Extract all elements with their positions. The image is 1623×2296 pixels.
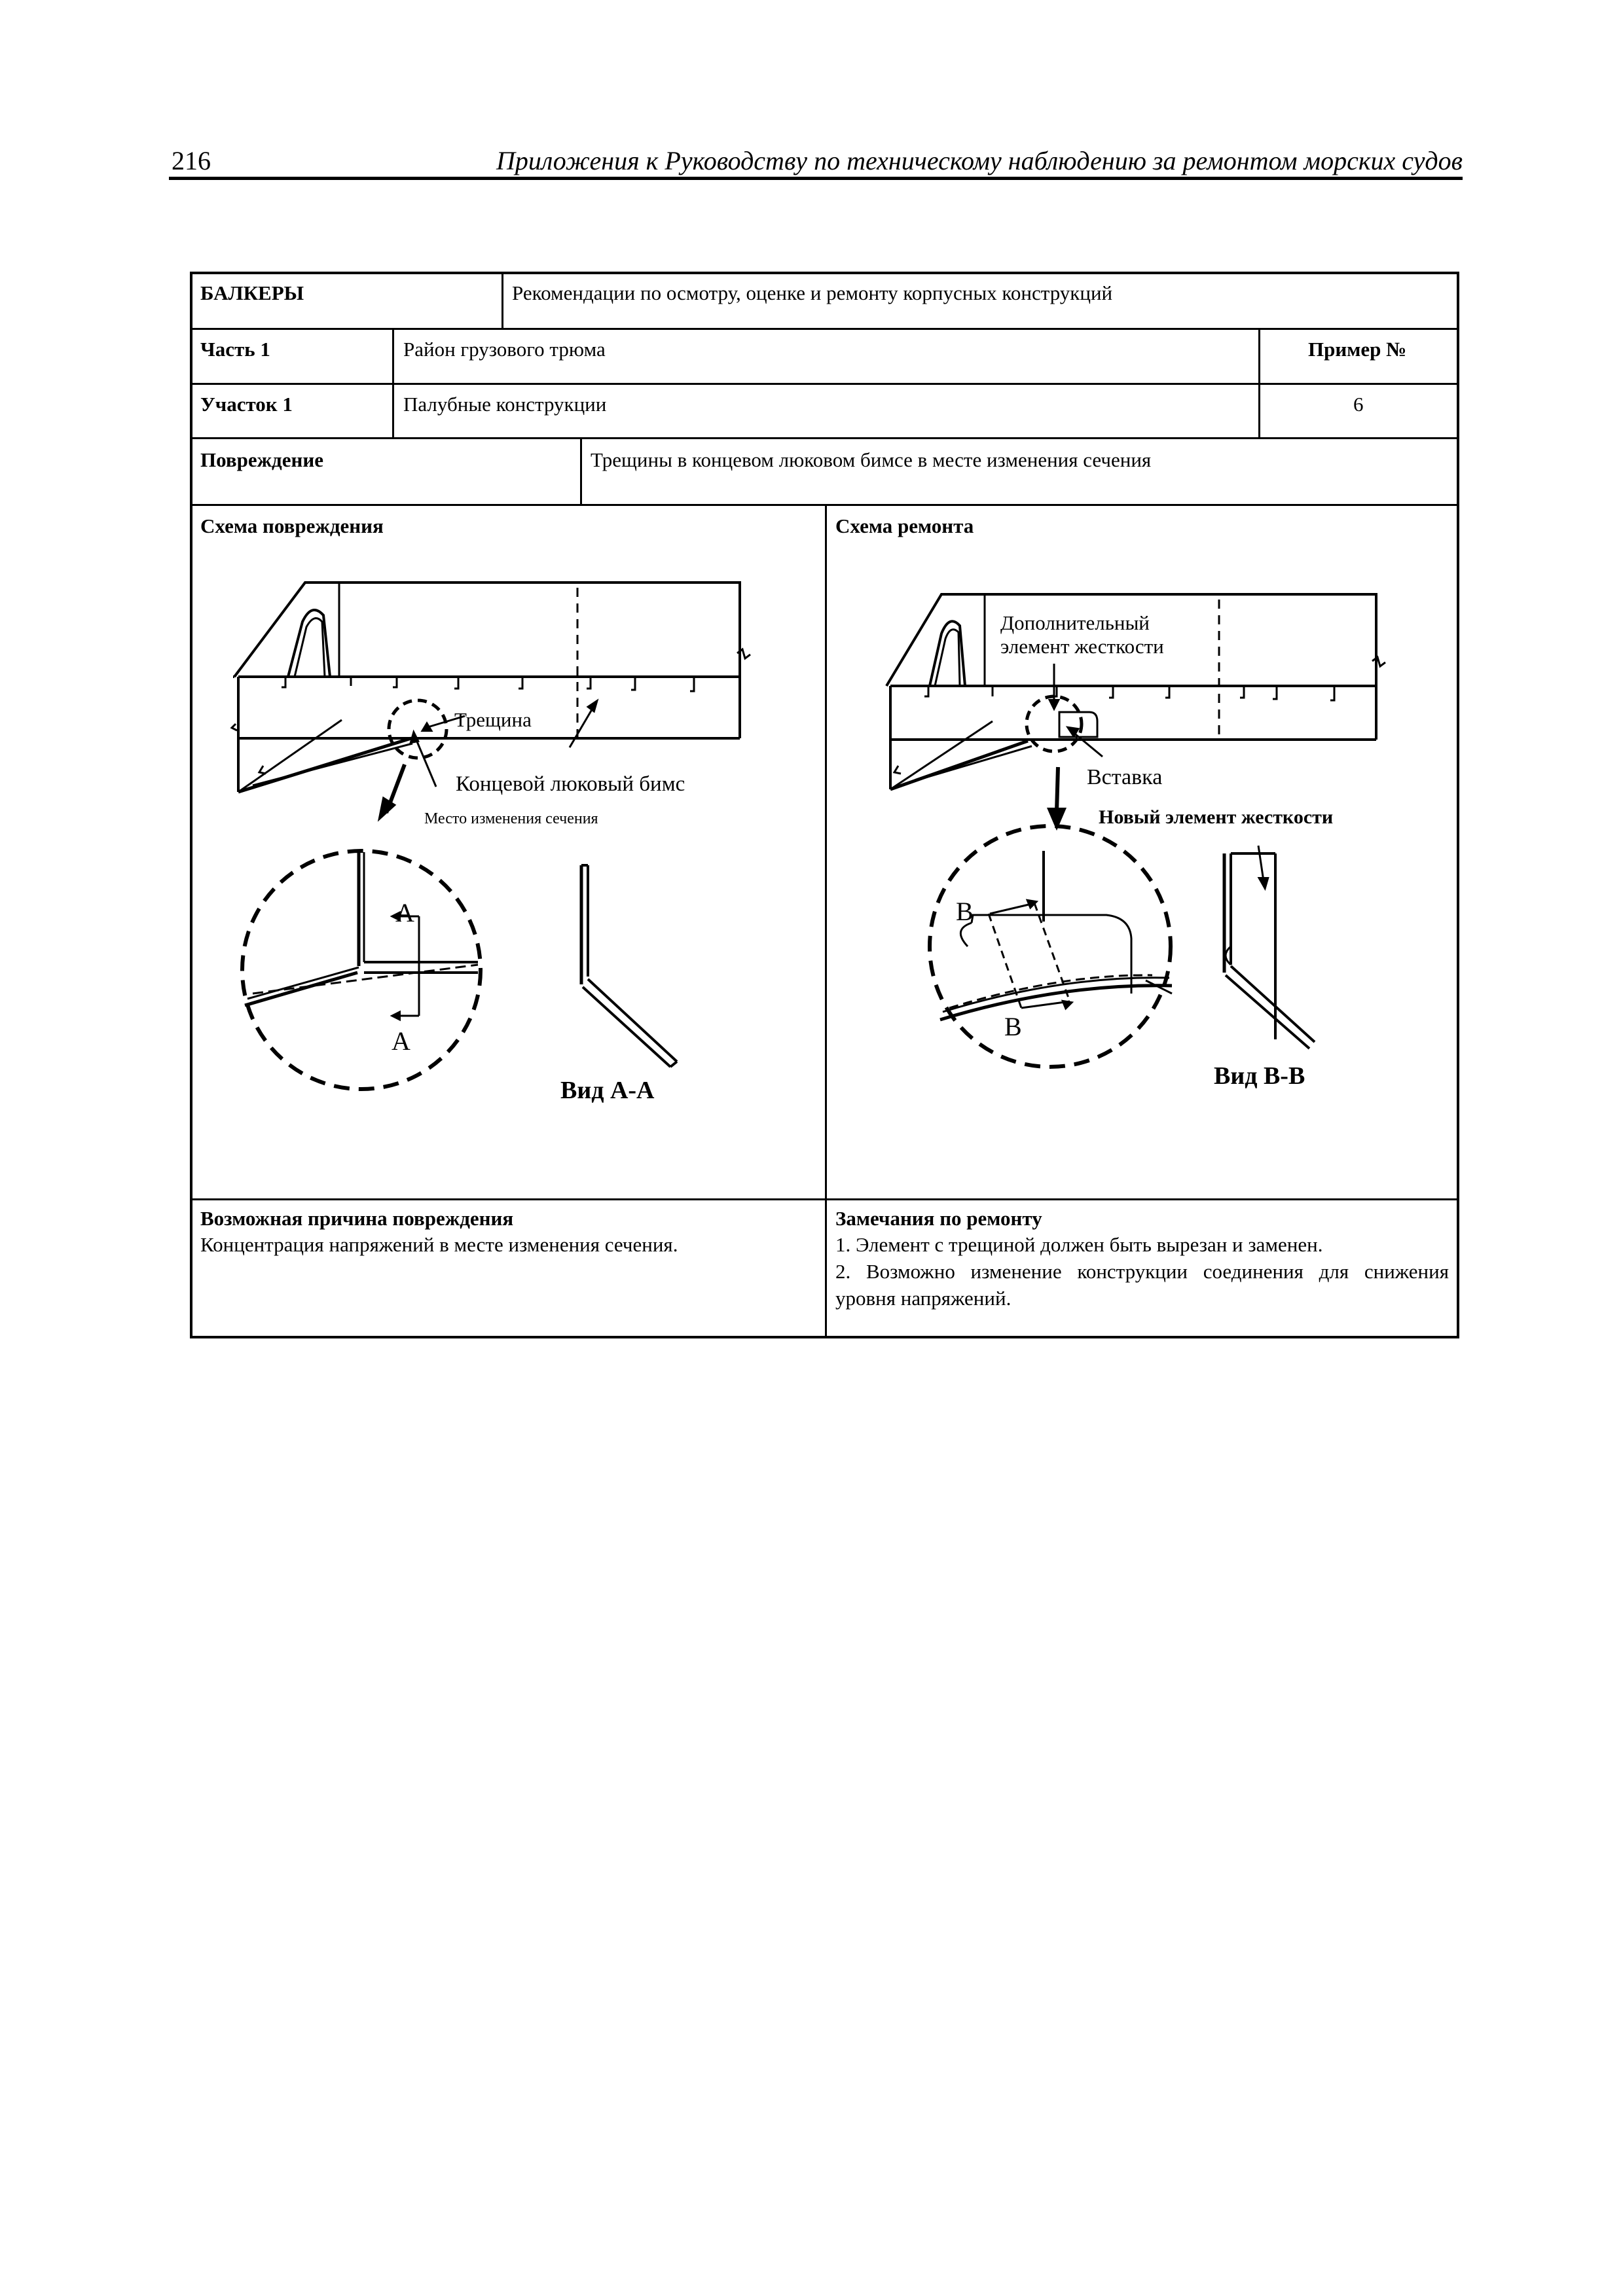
view-b-b-label: Вид В-В — [1214, 1062, 1305, 1090]
damage-scheme-title: Схема повреждения — [200, 514, 384, 537]
label-insert: Вставка — [1087, 765, 1163, 789]
remarks-item-2: 2. Возможно изменение конструкции соединения для снижения уровня напряжений. — [835, 1260, 1449, 1310]
label-new-stiffener: Новый элемент жесткости — [1099, 806, 1334, 828]
col-divider — [580, 437, 582, 505]
repair-scheme-drawing — [825, 504, 1460, 1198]
repair-scheme-title: Схема ремонта — [835, 514, 974, 537]
remarks-title: Замечания по ремонту — [835, 1207, 1042, 1230]
example-label: Пример № — [1308, 338, 1407, 361]
subject-text: Рекомендации по осмотру, оценке и ремонту корпусных конструкций — [512, 281, 1113, 304]
label-end-hatch-beam: Концевой люковый бимс — [456, 772, 685, 796]
running-title: Приложения к Руководству по техническому наблюдению за ремонтом морских судов — [496, 146, 1463, 175]
cause-title: Возможная причина повреждения — [200, 1207, 514, 1230]
part-value: Район грузового трюма — [403, 338, 606, 361]
part-label: Часть 1 — [200, 338, 270, 361]
label-b-top: B — [956, 897, 974, 926]
label-a-bottom: A — [392, 1026, 410, 1056]
example-number: 6 — [1353, 393, 1364, 416]
section-value: Палубные конструкции — [403, 393, 607, 416]
damage-label: Повреждение — [200, 448, 323, 471]
label-a-top: A — [395, 898, 414, 927]
detail-circle-a — [242, 851, 481, 1089]
row-divider — [190, 383, 1459, 385]
remarks-item-1: 1. Элемент с трещиной должен быть вырезан и заменен. — [835, 1233, 1323, 1256]
label-b-bottom: B — [1004, 1012, 1022, 1041]
damage-value: Трещины в концевом люковом бимсе в месте изменения сечения — [591, 448, 1152, 471]
col-divider — [501, 272, 503, 329]
label-crack: Трещина — [454, 708, 532, 731]
end-hatch-beam — [238, 738, 411, 792]
category-label: БАЛКЕРЫ — [200, 281, 304, 304]
cause-text: Концентрация напряжений в месте изменения сечения. — [200, 1233, 678, 1256]
col-divider — [392, 328, 394, 439]
section-label: Участок 1 — [200, 393, 293, 416]
row-divider — [190, 437, 1459, 439]
row-divider — [190, 328, 1459, 330]
view-a-a-label: Вид А-А — [560, 1077, 655, 1104]
header-rule — [169, 177, 1463, 180]
label-additional-stiffener-1: Дополнительный — [1000, 611, 1150, 634]
page-number: 216 — [172, 146, 211, 175]
damage-scheme-drawing — [190, 504, 825, 1198]
label-additional-stiffener-2: элемент жесткости — [1000, 635, 1164, 658]
label-section-change: Место изменения сечения — [424, 810, 598, 827]
col-divider — [1258, 328, 1260, 439]
